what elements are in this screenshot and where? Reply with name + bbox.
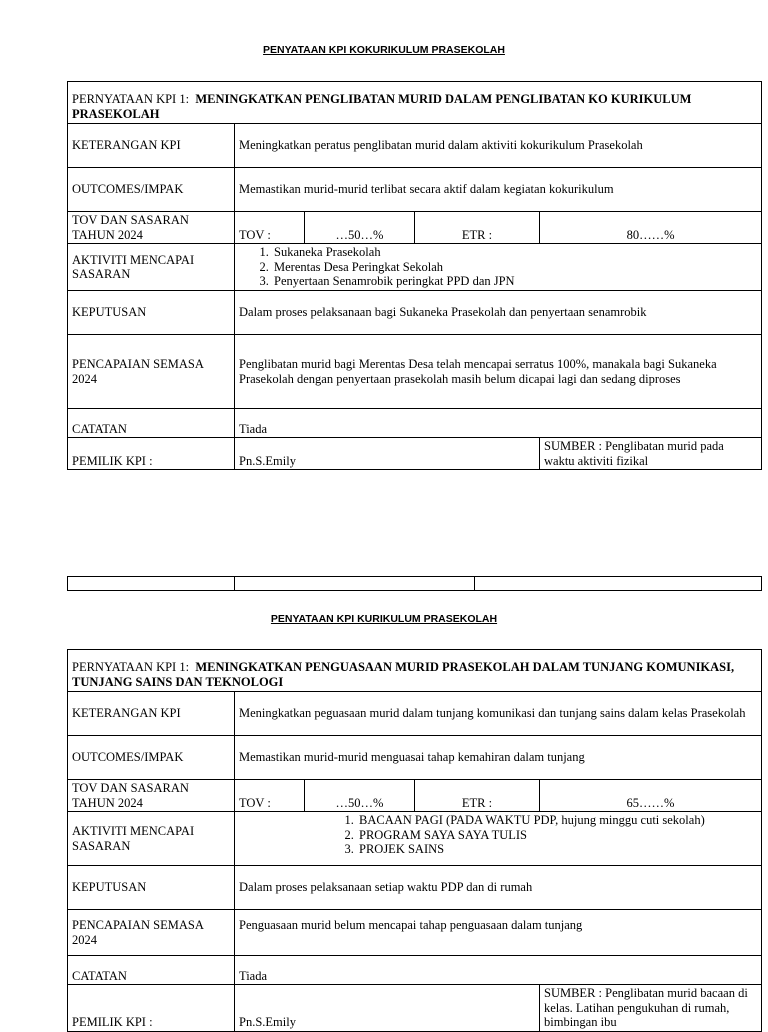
doc2-kpi-label: PERNYATAAN KPI 1:	[72, 660, 190, 674]
doc2-aktiviti-item: 1. BACAAN PAGI (PADA WAKTU PDP, hujung minggu cuti sekolah)	[357, 813, 757, 828]
doc2-keterangan-value: Meningkatkan peguasaan murid dalam tunjang komunikasi dan tunjang sains dalam kelas Prasekolah	[235, 692, 762, 736]
doc1-keputusan-label: KEPUTUSAN	[68, 291, 235, 335]
doc2-aktiviti-list	[239, 813, 757, 857]
doc1-aktiviti-list	[239, 245, 757, 289]
doc2-aktiviti-item: 3. PROJEK SAINS	[357, 842, 757, 857]
doc2-keputusan-label: KEPUTUSAN	[68, 866, 235, 910]
doc2-tov-label: TOV DAN SASARAN TAHUN 2024	[68, 780, 235, 812]
doc2-outcomes-label: OUTCOMES/IMPAK	[68, 736, 235, 780]
doc2-sumber: SUMBER : Penglibatan murid bacaan di kelas. Latihan pengukuhan di rumah, bimbingan ibu	[540, 985, 762, 1032]
doc2-kpi-header	[68, 650, 762, 692]
doc2-title: PENYATAAN KPI KURIKULUM PRASEKOLAH	[270, 613, 498, 625]
separator-cell	[68, 577, 235, 591]
doc2-etr-key: ETR :	[415, 780, 540, 812]
doc1-aktiviti-item: 2. Merentas Desa Peringkat Sekolah	[272, 260, 757, 275]
doc1-catatan-value: Tiada	[235, 409, 762, 438]
doc1-outcomes-label: OUTCOMES/IMPAK	[68, 168, 235, 212]
doc2-catatan-value: Tiada	[235, 956, 762, 985]
doc2-aktiviti-label: AKTIVITI MENCAPAI SASARAN	[68, 812, 235, 866]
doc2-kpi-table	[67, 649, 762, 1032]
doc2-tov-value: …50…%	[305, 780, 415, 812]
doc1-etr-value: 80……%	[540, 212, 762, 244]
doc1-pemilik-label: PEMILIK KPI :	[68, 438, 235, 470]
doc2-keputusan-value: Dalam proses pelaksanaan setiap waktu PDP dan di rumah	[235, 866, 762, 910]
doc1-aktiviti-value	[235, 244, 762, 291]
doc1-title: PENYATAAN KPI KOKURIKULUM PRASEKOLAH	[263, 44, 505, 56]
doc1-keterangan-value: Meningkatkan peratus penglibatan murid dalam aktiviti kokurikulum Prasekolah	[235, 124, 762, 168]
doc1-pemilik-value: Pn.S.Emily	[235, 438, 540, 470]
doc1-kpi-table	[67, 81, 762, 470]
doc2-outcomes-value: Memastikan murid-murid menguasai tahap kemahiran dalam tunjang	[235, 736, 762, 780]
separator-table	[67, 576, 762, 591]
doc2-aktiviti-item: 2. PROGRAM SAYA SAYA TULIS	[357, 828, 757, 843]
doc2-pencapaian-label: PENCAPAIAN SEMASA 2024	[68, 910, 235, 956]
separator-cell	[475, 577, 762, 591]
doc1-pencapaian-label: PENCAPAIAN SEMASA 2024	[68, 335, 235, 409]
doc2-kpi-statement: MENINGKATKAN PENGUASAAN MURID PRASEKOLAH DALAM TUNJANG KOMUNIKASI, TUNJANG SAINS DAN TEKNOLOGI	[72, 660, 735, 689]
doc2-keterangan-label: KETERANGAN KPI	[68, 692, 235, 736]
doc1-aktiviti-label: AKTIVITI MENCAPAI SASARAN	[68, 244, 235, 291]
doc1-tov-key: TOV :	[235, 212, 305, 244]
doc2-aktiviti-value	[235, 812, 762, 866]
doc2-etr-value: 65……%	[540, 780, 762, 812]
doc1-sumber: SUMBER : Penglibatan murid pada waktu aktiviti fizikal	[540, 438, 762, 470]
doc1-keputusan-value: Dalam proses pelaksanaan bagi Sukaneka Prasekolah dan penyertaan senamrobik	[235, 291, 762, 335]
doc2-tov-key: TOV :	[235, 780, 305, 812]
doc1-etr-key: ETR :	[415, 212, 540, 244]
doc1-outcomes-value: Memastikan murid-murid terlibat secara aktif dalam kegiatan kokurikulum	[235, 168, 762, 212]
doc2-pencapaian-value: Penguasaan murid belum mencapai tahap penguasaan dalam tunjang	[235, 910, 762, 956]
doc1-aktiviti-item: 3. Penyertaan Senamrobik peringkat PPD dan JPN	[272, 274, 757, 289]
doc1-tov-value: …50…%	[305, 212, 415, 244]
doc2-catatan-label: CATATAN	[68, 956, 235, 985]
doc2-pemilik-label: PEMILIK KPI :	[68, 985, 235, 1032]
doc1-aktiviti-item: 1. Sukaneka Prasekolah	[272, 245, 757, 260]
separator-cell	[235, 577, 475, 591]
doc1-pencapaian-value: Penglibatan murid bagi Merentas Desa telah mencapai serratus 100%, manakala bagi Sukaneka Prasekolah dengan penyertaan prasekolah masih belum dicapai lagi dan sedang diproses	[235, 335, 762, 409]
doc1-kpi-header	[68, 82, 762, 124]
doc1-kpi-label: PERNYATAAN KPI 1:	[72, 92, 190, 106]
doc1-kpi-statement: MENINGKATKAN PENGLIBATAN MURID DALAM PENGLIBATAN KO KURIKULUM PRASEKOLAH	[72, 92, 692, 121]
doc1-tov-label: TOV DAN SASARAN TAHUN 2024	[68, 212, 235, 244]
doc1-catatan-label: CATATAN	[68, 409, 235, 438]
doc1-keterangan-label: KETERANGAN KPI	[68, 124, 235, 168]
doc2-pemilik-value: Pn.S.Emily	[235, 985, 540, 1032]
